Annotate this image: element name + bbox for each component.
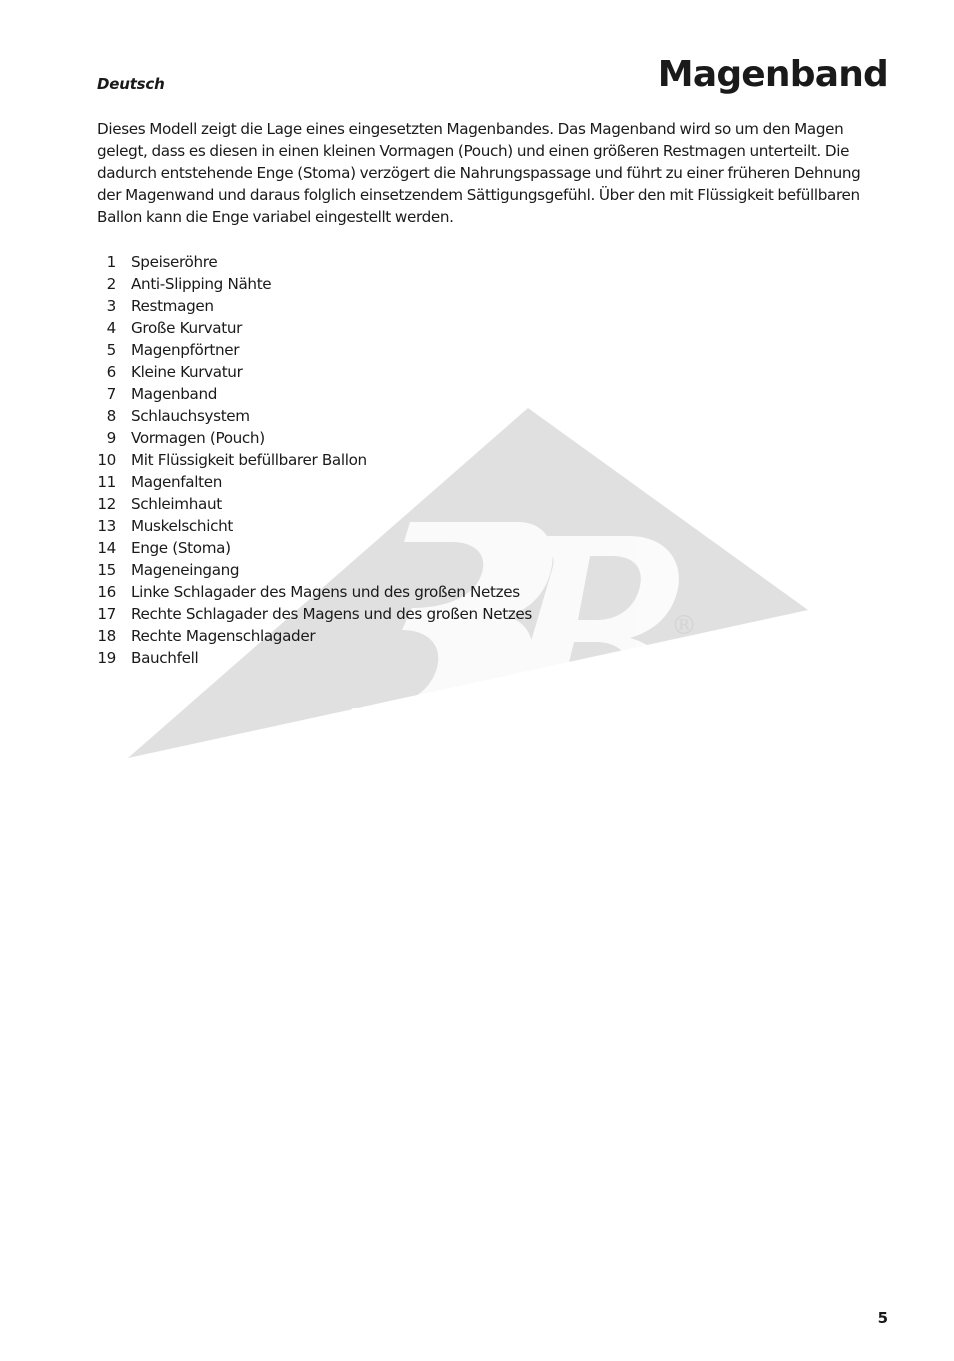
list-item [97,625,532,647]
list-item-number: 2 [106,275,116,293]
list-item [97,537,532,559]
list-item-label: Kleine Kurvatur [131,363,243,381]
language-label: Deutsch [97,75,165,93]
list-item-number: 3 [106,297,116,315]
list-item-label: Schleimhaut [131,495,222,513]
list-item-number: 7 [106,385,116,403]
list-item-label: Vormagen (Pouch) [131,429,265,447]
list-item-number: 10 [97,451,116,469]
list-item-label: Mit Flüssigkeit befüllbarer Ballon [131,451,367,469]
list-item-number: 18 [97,627,116,645]
list-item-label: Magenfalten [131,473,222,491]
list-item-number: 12 [97,495,116,513]
list-item [97,317,532,339]
list-item-number: 1 [106,253,116,271]
list-item [97,251,532,273]
parts-list [97,251,532,669]
list-item-number: 11 [97,473,116,491]
list-item-label: Große Kurvatur [131,319,243,337]
list-item-number: 6 [106,363,116,381]
list-item [97,647,532,669]
list-item-number: 8 [106,407,116,425]
list-item-label: Anti-Slipping Nähte [131,275,272,293]
list-item [97,559,532,581]
list-item [97,339,532,361]
list-item-number: 16 [97,583,116,601]
list-item [97,273,532,295]
list-item-label: Rechte Magenschlagader [131,627,316,645]
list-item-number: 13 [97,517,116,535]
list-item-number: 5 [106,341,116,359]
list-item-label: Bauchfell [131,649,199,667]
list-item-label: Enge (Stoma) [131,539,231,557]
list-item-label: Mageneingang [131,561,240,579]
list-item [97,449,532,471]
list-item [97,581,532,603]
page-title: Magenband [657,54,888,95]
list-item-number: 4 [106,319,116,337]
list-item [97,405,532,427]
intro-paragraph: Dieses Modell zeigt die Lage eines eingesetzten Magenbandes. Das Magenband wird so um den Magen gelegt, dass es diesen in einen kleinen Vormagen (Pouch) und einen größeren Restmagen unterteilt. Die dadurch entstehende Enge (Stoma) verzögert die Nahrungspassage und führt zu einer früheren Dehnung der Magenwand und daraus folglich einsetzendem Sättigungsgefühl. Über den mit Flüssigkeit befüllbaren Ballon kann die Enge variabel eingestellt werden. [97,120,861,226]
list-item [97,515,532,537]
list-item-number: 14 [97,539,116,557]
list-item-number: 15 [97,561,116,579]
list-item-label: Muskelschicht [131,517,233,535]
list-item [97,383,532,405]
list-item [97,603,532,625]
list-item [97,471,532,493]
page-number: 5 [877,1309,888,1327]
list-item-label: Speiseröhre [131,253,218,271]
list-item [97,361,532,383]
list-item-label: Magenpförtner [131,341,240,359]
list-item-label: Schlauchsystem [131,407,250,425]
list-item-label: Linke Schlagader des Magens und des großen Netzes [131,583,520,601]
list-item-label: Magenband [131,385,218,403]
watermark-registered-mark: ® [671,611,697,641]
list-item-number: 19 [97,649,116,667]
list-item-number: 9 [106,429,116,447]
list-item [97,427,532,449]
list-item [97,295,532,317]
list-item [97,493,532,515]
list-item-number: 17 [97,605,116,623]
list-item-label: Restmagen [131,297,214,315]
list-item-label: Rechte Schlagader des Magens und des großen Netzes [131,605,532,623]
